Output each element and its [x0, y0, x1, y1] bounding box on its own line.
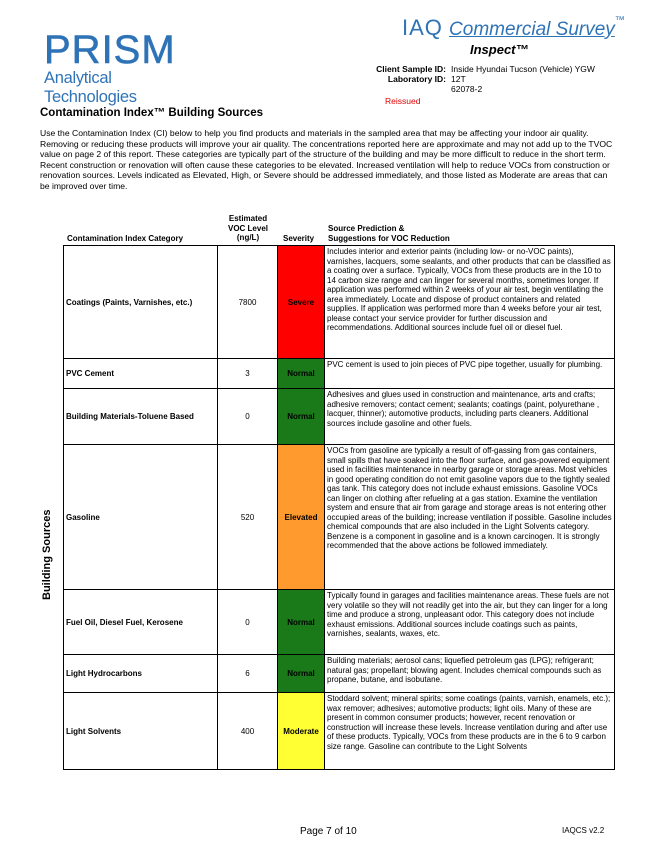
source-suggestion-cell: PVC cement is used to join pieces of PVC pipe together, usually for plumbing.	[325, 359, 615, 389]
category-cell: Gasoline	[64, 445, 218, 590]
side-label-building-sources: Building Sources	[41, 509, 53, 600]
severity-cell: Elevated	[278, 445, 325, 590]
table-row	[64, 590, 615, 655]
header-source: Source Prediction & Suggestions for VOC Reduction	[328, 224, 450, 243]
page-number: Page 7 of 10	[300, 826, 357, 837]
category-cell: Light Solvents	[64, 693, 218, 770]
survey-iaq: IAQ	[402, 15, 443, 40]
severity-cell: Normal	[278, 389, 325, 445]
category-cell: PVC Cement	[64, 359, 218, 389]
table-row	[64, 445, 615, 590]
lab-id-label: Laboratory ID:	[387, 74, 446, 84]
reissued-notice: Reissued	[385, 96, 421, 106]
version-label: IAQCS v2.2	[562, 826, 605, 835]
source-suggestion-cell: Building materials; aerosol cans; liquefied petroleum gas (LPG); refrigerant; natural gas; propellant; blowing agent. Includes chemical compounds such as propane, butane, and isobutane.	[325, 655, 615, 693]
source-suggestion-cell: Typically found in garages and facilities maintenance areas. These fuels are not very volatile so they will not readily get into the air, but they can linger for a long time and produce a strong, unpleasant odor. This category does not include exhaust emissions. Additional sources include coatings such as paints, varnishes, sealants, waxes, etc.	[325, 590, 615, 655]
category-cell: Coatings (Paints, Varnishes, etc.)	[64, 246, 218, 359]
logo-wordmark: PRISM	[44, 28, 176, 72]
table-row	[64, 246, 615, 359]
lab-id-value-2: 62078-2	[451, 84, 483, 94]
category-cell: Fuel Oil, Diesel Fuel, Kerosene	[64, 590, 218, 655]
severity-cell: Normal	[278, 590, 325, 655]
client-sample-value: Inside Hyundai Tucson (Vehicle) YGW	[451, 64, 595, 74]
source-suggestion-cell: Includes interior and exterior paints (including low- or no-VOC paints), varnishes, lacquers, some sealants, and other products that can be classified as a coating over a surface. Typically, VOCs from these products are in the 10 to 14 carbon size range and can linger for several months, sometimes longer. If application was performed within 2 weeks of your air test, begin ventilating the area immediately. Locate and dispose of product containers and related supplies. If application was performed more than 4 weeks before your air test, please contact your service provider for further discussion and recommendations. Additional sources include fuel oil or diesel fuel.	[325, 246, 615, 359]
voc-level-cell: 3	[218, 359, 278, 389]
logo-subtitle: Analytical Technologies	[44, 69, 137, 106]
severity-cell: Normal	[278, 655, 325, 693]
voc-level-cell: 7800	[218, 246, 278, 359]
severity-cell: Moderate	[278, 693, 325, 770]
voc-level-cell: 6	[218, 655, 278, 693]
table-row	[64, 693, 615, 770]
voc-level-cell: 0	[218, 389, 278, 445]
intro-paragraph: Use the Contamination Index (CI) below to help you find products and materials in the sampled area that may be affecting your indoor air quality. Removing or reducing these products will improve your air quality. The concentrations reported here are approximate and may not add up to the TVOC value on page 2 of this report. These categories are typically part of the structure of the building and may be more difficult to reduce in the short term. Recent construction or renovation will often cause these categories to be elevated. Increased ventilation will help to reduce VOCs from construction or renovation sources. Levels indicated as Elevated, High, or Severe should be addressed immediately, and those listed as Moderate are areas that can be improved over time.	[40, 128, 613, 191]
source-suggestion-cell: VOCs from gasoline are typically a result of off-gassing from gas containers, small spills that have soaked into the floor surface, and gas-powered equipment used in facilities maintenance in nearby garage or storage areas. Most vehicles in good operating condition do not emit gasoline vapors due to the tightly sealed gas tank. This category does not include exhaust emissions. Gasoline VOCs can linger on clothing after refueling at a gas station. Examine the ventilation system and ensure that air from garage and storage areas is not entering other occupied areas of the building; increase ventilation if possible. Gasoline includes chemical compounds that are also included in the Light Solvents category. Benzene is a component in gasoline and is a known carcinogen. It is strongly recommended that the above actions be followed immediately.	[325, 445, 615, 590]
voc-level-cell: 400	[218, 693, 278, 770]
header-category: Contamination Index Category	[67, 234, 184, 243]
sample-info	[360, 64, 595, 94]
category-cell: Building Materials-Toluene Based	[64, 389, 218, 445]
survey-title	[402, 15, 625, 41]
table-row	[64, 389, 615, 445]
source-suggestion-cell: Adhesives and glues used in construction and maintenance, arts and crafts; adhesive removers; contact cement; sealants; coatings (paint, polyurethane , lacquer, thinner); automotive products, including parts cleaners. Additional sources include gasoline and other fuels.	[325, 389, 615, 445]
voc-level-cell: 0	[218, 590, 278, 655]
contamination-index-table	[63, 245, 615, 770]
lab-id-value-1: 12T	[451, 74, 466, 84]
voc-level-cell: 520	[218, 445, 278, 590]
table-row	[64, 359, 615, 389]
severity-cell: Severe	[278, 246, 325, 359]
survey-trademark: ™	[614, 15, 625, 26]
survey-name: Commercial Survey	[449, 19, 615, 40]
header-severity: Severity	[283, 234, 315, 243]
source-suggestion-cell: Stoddard solvent; mineral spirits; some coatings (paints, varnish, enamels, etc.); wax remover; adhesives; automotive products; light oils. Many of these are present in common consumer products; however, recent renovation or construction will increase these levels. Increase ventilation during and after use of these products. Typically, VOCs from these products are in the 6 to 9 carbon size range. Gasoline can contribute to the Light Solvents	[325, 693, 615, 770]
table-row	[64, 655, 615, 693]
category-cell: Light Hydrocarbons	[64, 655, 218, 693]
header-level: Estimated VOC Level (ng/L)	[227, 214, 268, 242]
section-title: Contamination Index™ Building Sources	[40, 107, 263, 119]
prism-logo	[44, 30, 204, 107]
client-sample-label: Client Sample ID:	[376, 64, 446, 74]
inspect-label: Inspect™	[470, 42, 529, 57]
severity-cell: Normal	[278, 359, 325, 389]
